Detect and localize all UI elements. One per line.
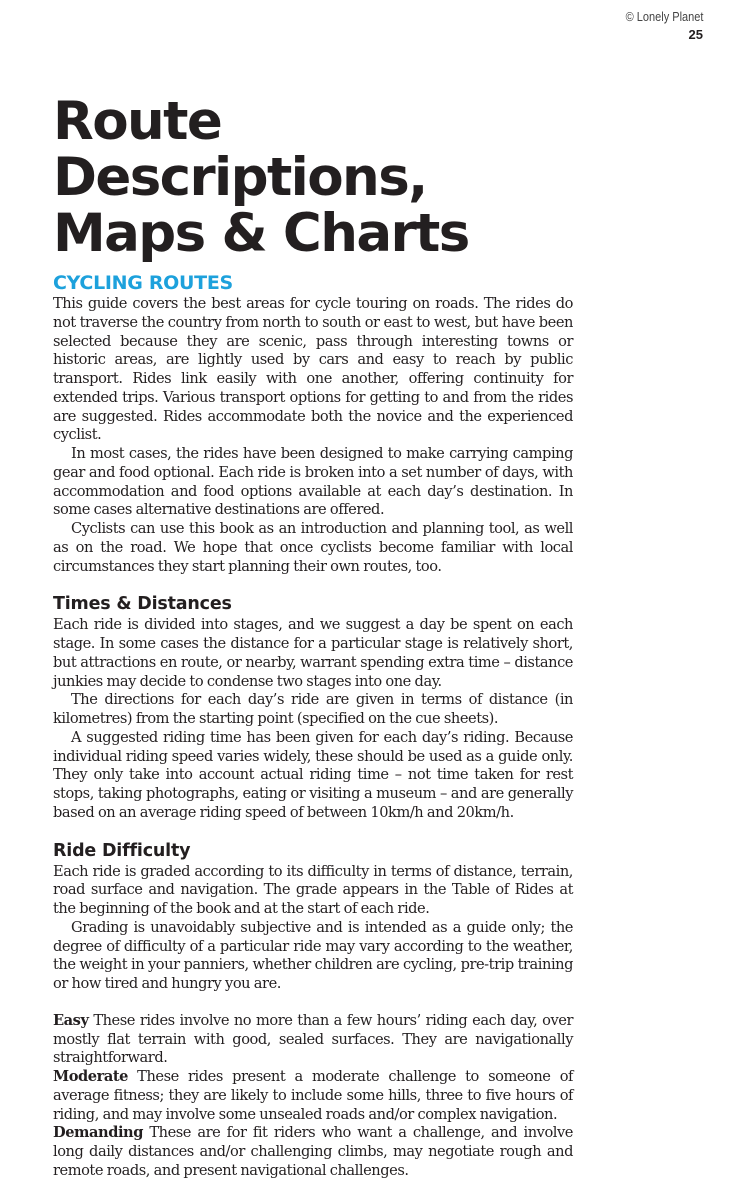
spacer [53, 823, 573, 840]
grade-easy [53, 1012, 573, 1068]
page-title [53, 91, 573, 264]
grade-demanding [53, 1124, 573, 1180]
copyright-notice: © Lonely Planet [625, 10, 703, 24]
difficulty-paragraph-2: Grading is unavoidably subjective and is intended as a guide only; the degree of difficulty of a particular ride may vary according to the weather, the weight in your panniers, whether children are cycling, pre-trip training or how tired and hungry you are. [53, 918, 573, 992]
times-paragraph-3: A suggested riding time has been given for each day’s riding. Because individual riding speed varies widely, these should be used as a guide only. They only take into account actual riding time – not time taken for rest stops, taking photographs, eating or visiting a museum – and are generally based on an average riding speed of between 10km/h and 20km/h. [53, 728, 573, 821]
page-number: 25 [688, 27, 703, 42]
times-paragraph-2: The directions for each day’s ride are given in terms of distance (in kilometres) from the starting point (specified on the cue sheets). [53, 691, 573, 727]
spacer [53, 576, 573, 593]
page-title-line1: Route Descriptions, [53, 91, 427, 208]
grade-moderate-text: These rides present a moderate challenge to someone of average fitness; they are likely to include some hills, three to five hours of riding, and may involve some unsealed roads and/or complex navigation. [53, 1068, 573, 1123]
spacer [53, 994, 573, 1012]
times-heading: Times & Distances [53, 594, 232, 615]
grade-demanding-text: These are for fit riders who want a challenge, and involve long daily distances and/or challenging climbs, may negotiate rough and remote roads, and present navigational challenges. [53, 1124, 573, 1179]
grade-easy-term: Easy [53, 1011, 89, 1029]
intro-paragraph-1: This guide covers the best areas for cycle touring on roads. The rides do not traverse the country from north to south or east to west, but have been selected because they are scenic, pass through interesting towns or historic areas, are lightly used by cars and easy to reach by public transport. Rides link easily with one another, offering continuity for extended trips. Various transport options for getting to and from the rides are suggested. Rides accommodate both the novice and the experienced cyclist. [53, 295, 573, 444]
times-paragraph-1: Each ride is divided into stages, and we suggest a day be spent on each stage. In some cases the distance for a particular stage is relatively short, but attractions en route, or nearby, warrant spending extra time – distance junkies may decide to condense two stages into one day. [53, 616, 573, 690]
intro-paragraph-2: In most cases, the rides have been designed to make carrying camping gear and food optional. Each ride is broken into a set number of days, with accommodation and food options available at each day’s destination. In some cases alternative destinations are offered. [53, 445, 573, 519]
intro-paragraph-3: Cyclists can use this book as an introduction and planning tool, as well as on the road. We hope that once cyclists become familiar with local circumstances they start planning their own routes, too. [53, 520, 573, 575]
page-content [53, 91, 573, 1181]
grade-easy-text: These rides involve no more than a few hours’ riding each day, over mostly flat terrain with good, sealed surfaces. They are navigationally straightforward. [53, 1011, 573, 1067]
grade-moderate-term: Moderate [53, 1068, 128, 1085]
difficulty-paragraph-1: Each ride is graded according to its difficulty in terms of distance, terrain, road surface and navigation. The grade appears in the Table of Rides at the beginning of the book and at the start of each ride. [53, 862, 573, 917]
page-header [615, 9, 703, 43]
grade-moderate [53, 1068, 573, 1124]
grade-demanding-term: Demanding [53, 1124, 143, 1142]
difficulty-heading: Ride Difficulty [53, 840, 191, 861]
page-title-line2: Maps & Charts [53, 203, 469, 264]
section-title: CYCLING ROUTES [53, 272, 233, 294]
